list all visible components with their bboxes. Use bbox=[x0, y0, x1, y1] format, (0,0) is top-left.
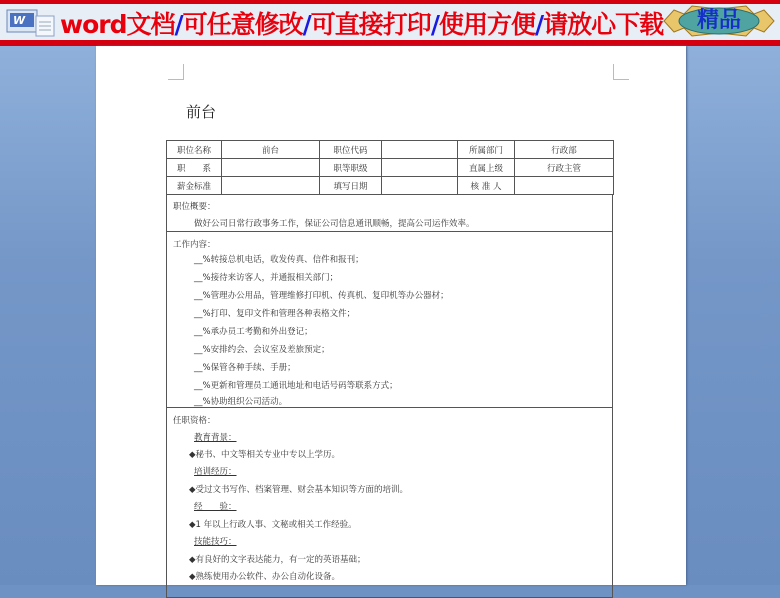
table-cell bbox=[382, 141, 458, 159]
table-cell: 职位名称 bbox=[167, 141, 222, 159]
list-item: __%打印、复印文件和管理各种表格文件； bbox=[194, 309, 356, 319]
list-item: __%协助组织公司活动。 bbox=[194, 397, 288, 407]
table-cell: 薪金标准 bbox=[167, 177, 222, 195]
slogan-separator: / bbox=[174, 10, 183, 39]
slogan-part: 使用方便 bbox=[438, 10, 535, 39]
table-cell: 所属部门 bbox=[458, 141, 515, 159]
education-label: 教育背景： bbox=[194, 433, 237, 443]
table-cell bbox=[382, 159, 458, 177]
table-cell: 直属上级 bbox=[458, 159, 515, 177]
table-cell: 行政部 bbox=[515, 141, 614, 159]
table-cell bbox=[382, 177, 458, 195]
banner-slogan bbox=[60, 5, 663, 41]
document-title: 前台 bbox=[186, 103, 217, 121]
crop-mark-top-right bbox=[613, 64, 629, 80]
background-right bbox=[686, 46, 780, 585]
qualifications-heading: 任职资格： bbox=[173, 416, 216, 426]
list-item: __%更新和管理员工通讯地址和电话号码等联系方式； bbox=[194, 381, 398, 391]
experience-label: 经 验： bbox=[194, 502, 237, 512]
list-item: __%管理办公用品，管理维修打印机、传真机、复印机等办公器材； bbox=[194, 291, 449, 301]
slogan-separator: / bbox=[534, 10, 544, 39]
table-cell: 职 系 bbox=[167, 159, 222, 177]
job-info-table bbox=[166, 140, 614, 195]
list-item: __%转接总机电话，收发传真、信件和报刊； bbox=[194, 255, 364, 265]
slogan-separator: / bbox=[430, 10, 439, 39]
svg-text:W: W bbox=[13, 14, 26, 27]
table-cell: 核 准 人 bbox=[458, 177, 515, 195]
summary-text: 做好公司日常行政事务工作，保证公司信息通讯顺畅，提高公司运作效率。 bbox=[194, 219, 475, 229]
training-text: ◆受过文书写作、档案管理、财会基本知识等方面的培训。 bbox=[189, 485, 409, 495]
qualifications-section bbox=[166, 408, 613, 598]
list-item: __%接待来访客人，并通报相关部门； bbox=[194, 273, 339, 283]
training-label: 培训经历： bbox=[194, 467, 237, 477]
skills-label: 技能技巧： bbox=[194, 537, 237, 547]
table-cell bbox=[515, 177, 614, 195]
table-cell: 填写日期 bbox=[320, 177, 382, 195]
table-row bbox=[167, 141, 614, 159]
table-cell: 行政主管 bbox=[515, 159, 614, 177]
table-cell bbox=[222, 159, 320, 177]
slogan-part: word文档 bbox=[60, 10, 175, 39]
list-item: __%承办员工考勤和外出登记； bbox=[194, 327, 313, 337]
skills-item: ◆有良好的文字表达能力，有一定的英语基础； bbox=[189, 555, 366, 565]
table-cell: 前台 bbox=[222, 141, 320, 159]
list-item: __%保管各种手续、手册； bbox=[194, 363, 296, 373]
experience-text: ◆1 年以上行政人事、文秘或相关工作经验。 bbox=[189, 520, 357, 530]
table-cell: 职等职级 bbox=[320, 159, 382, 177]
slogan-part: 请放心下载 bbox=[543, 10, 664, 39]
list-item: __%安排约会、会议室及差旅预定； bbox=[194, 345, 330, 355]
summary-heading: 职位概要： bbox=[173, 202, 216, 212]
duties-section bbox=[166, 232, 613, 408]
promo-banner bbox=[0, 0, 780, 46]
slogan-part: 可直接打印 bbox=[310, 10, 431, 39]
table-cell bbox=[222, 177, 320, 195]
table-cell: 职位代码 bbox=[320, 141, 382, 159]
premium-badge bbox=[662, 4, 776, 38]
table-row bbox=[167, 159, 614, 177]
summary-section bbox=[166, 194, 613, 232]
education-text: ◆秘书、中文等相关专业中专以上学历。 bbox=[189, 450, 341, 460]
table-row bbox=[167, 177, 614, 195]
duties-heading: 工作内容： bbox=[173, 240, 216, 250]
background-left bbox=[0, 46, 96, 585]
word-document-icon bbox=[6, 8, 56, 38]
slogan-separator: / bbox=[302, 10, 311, 39]
crop-mark-top-left bbox=[168, 64, 184, 80]
badge-label: 精品 bbox=[696, 8, 741, 33]
skills-item: ◆熟练使用办公软件、办公自动化设备。 bbox=[189, 572, 341, 582]
slogan-part: 可任意修改 bbox=[182, 10, 303, 39]
